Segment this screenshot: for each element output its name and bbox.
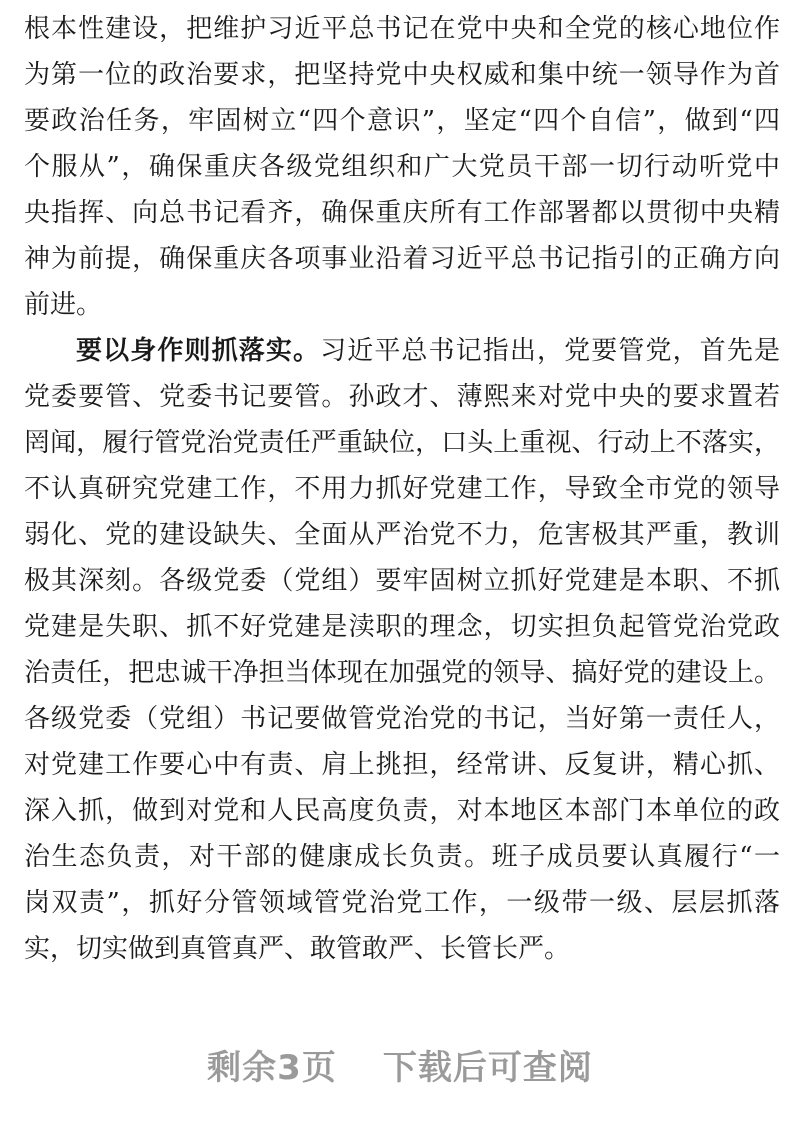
- text-line: 央指挥、向总书记看齐，确保重庆所有工作部署都以贯彻中央精: [24, 198, 780, 228]
- text-line: 要政治任务，牢固树立“四个意识”，坚定“四个自信”，做到“四: [24, 106, 780, 136]
- text-line: 神为前提，确保重庆各项事业沿着习近平总书记指引的正确方向: [24, 244, 780, 274]
- text-line: 根本性建设，把维护习近平总书记在党中央和全党的核心地位作: [24, 14, 780, 44]
- text-line: 前进。: [24, 290, 103, 320]
- text-line: 为第一位的政治要求，把坚持党中央权威和集中统一领导作为首: [24, 60, 780, 90]
- text-line: 弱化、党的建设缺失、全面从严治党不力，危害极其严重，教训: [24, 520, 780, 550]
- download-prompt[interactable]: [0, 1040, 800, 1089]
- text-line: 极其深刻。各级党委（党组）要牢固树立抓好党建是本职、不抓: [24, 566, 780, 596]
- text-line: 实，切实做到真管真严、敢管敢严、长管长严。: [24, 934, 571, 964]
- text-line: 治责任，把忠诚干净担当体现在加强党的领导、搞好党的建设上。: [24, 658, 780, 688]
- text-line: 不认真研究党建工作，不用力抓好党建工作，导致全市党的领导: [24, 474, 780, 504]
- paragraph-heading: 要以身作则抓落实。: [76, 336, 321, 366]
- paragraph-1: [24, 6, 780, 328]
- download-to-view-label: 下载后可查阅: [382, 1048, 593, 1088]
- text-line: 深入抓，做到对党和人民高度负责，对本地区本部门本单位的政: [24, 796, 780, 826]
- text-line: 罔闻，履行管党治党责任严重缺位，口头上重视、行动上不落实，: [24, 428, 780, 458]
- document-body: [24, 6, 780, 972]
- text-line-first: [24, 328, 780, 374]
- text-line: 对党建工作要心中有责、肩上挑担，经常讲、反复讲，精心抓、: [24, 750, 780, 780]
- text-line: 党委要管、党委书记要管。孙政才、薄熙来对党中央的要求置若: [24, 382, 780, 412]
- paragraph-2: [24, 328, 780, 972]
- text-line: 各级党委（党组）书记要做管党治党的书记，当好第一责任人，: [24, 704, 780, 734]
- remaining-pages-label: 剩余3页: [207, 1048, 337, 1088]
- text-line: 党建是失职、抓不好党建是渎职的理念，切实担负起管党治党政: [24, 612, 780, 642]
- text-line: 治生态负责，对干部的健康成长负责。班子成员要认真履行“一: [24, 842, 780, 872]
- text-line: 岗双责”，抓好分管领域管党治党工作，一级带一级、层层抓落: [24, 888, 780, 918]
- text-line-rest: 习近平总书记指出，党要管党，首先是: [320, 336, 780, 366]
- text-line: 个服从”，确保重庆各级党组织和广大党员干部一切行动听党中: [24, 152, 780, 182]
